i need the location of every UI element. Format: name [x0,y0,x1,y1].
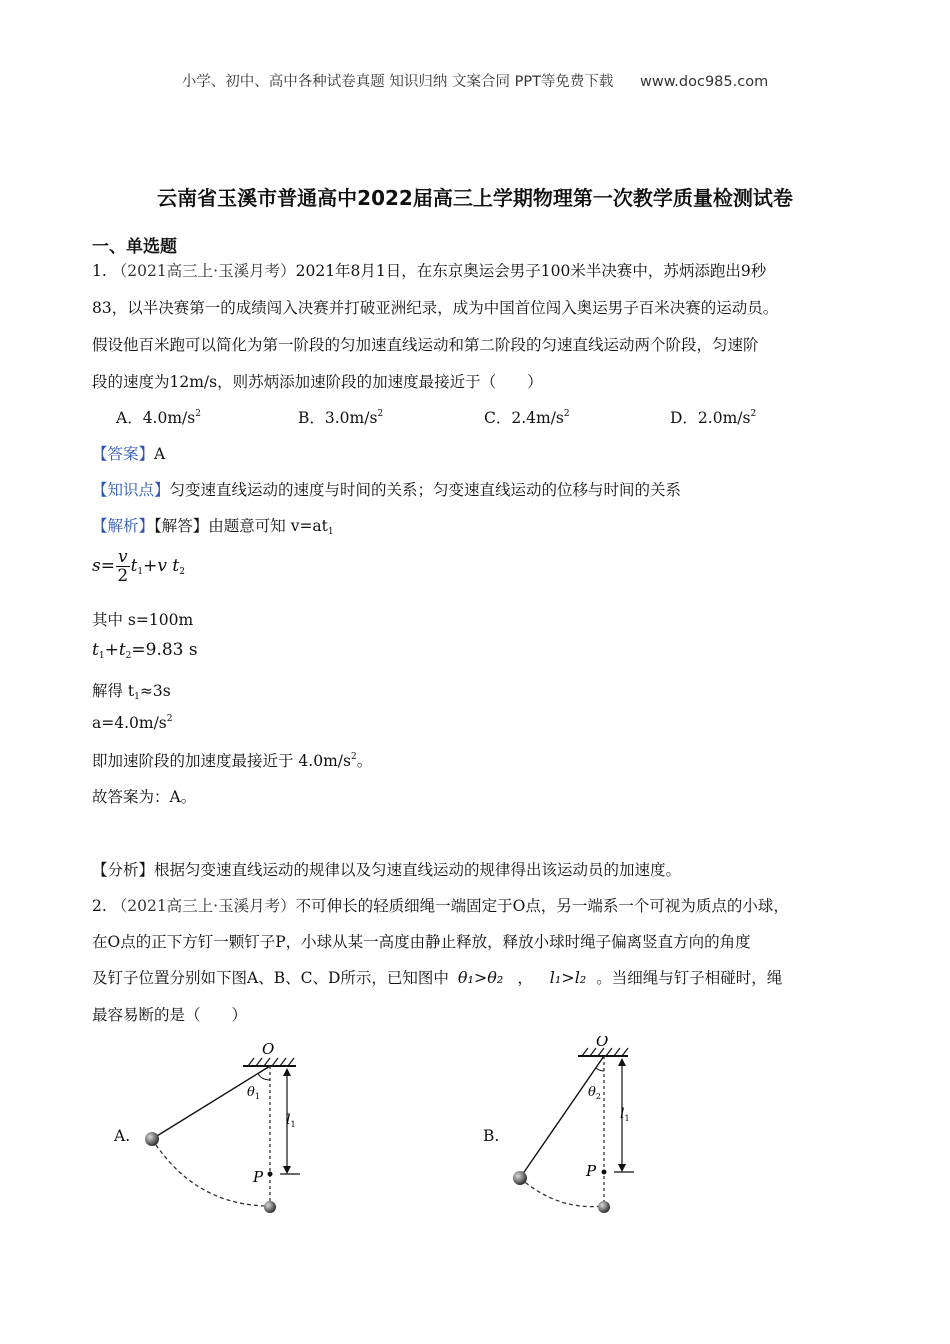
q1-option-c-text: C．2.4m/s [484,409,564,427]
q1-solve: 解得 $t_1\approx 3s$ [92,682,171,702]
q1-option-d[interactable]: D．$2.0m/s^2$ [670,409,757,427]
q1-accel: $a=4.0m/s^2$ [92,714,173,732]
q1-line2: 83，以半决赛第一的成绩闯入决赛并打破亚洲纪录，成为中国首位闯入奥运男子百米决赛的运动员。 [92,299,779,317]
fig-b-o-label: O [596,1036,609,1050]
concl-text: 即加速阶段的加速度最接近于 4.0m/s [92,752,351,770]
q1-option-a-text: A．4.0m/s [116,409,196,427]
pendulum-diagram-b [488,1036,648,1226]
q1-option-c[interactable]: C．$2.4m/s^2$ [484,409,570,427]
kp-text: 匀变速直线运动的速度与时间的关系；匀变速直线运动的位移与时间的关系 [169,481,682,499]
q1-line1 [92,259,766,281]
svg-text:θ1 [247,1085,260,1101]
svg-text:l1 [286,1112,296,1129]
figure-b-label: B. [483,1127,500,1145]
q1-answer [92,442,165,464]
q1-knowledge-point [92,478,681,500]
fx-text: 根据匀变速直线运动的规律以及匀速直线运动的规律得出该运动员的加速度。 [154,861,682,879]
q1-analysis-intro: 【解析】【解答】由题意可知 $v=at_1$ [92,517,334,537]
jx-intro: 【解答】由题意可知 v=at [154,517,328,535]
q1-option-d-text: D．2.0m/s [670,409,751,427]
kp-tag: 【知识点】 [92,481,170,499]
fig-b-theta: θ [588,1085,596,1100]
svg-text:l1 [620,1106,630,1123]
answer-tag: 【答案】 [92,445,155,463]
q2-text3a: 及钉子位置分别如下图A、B、C、D所示，已知图中 [92,969,449,987]
eq2-t2: +t [104,640,126,660]
q1-conclusion: 即加速阶段的加速度最接近于 $4.0m/s^2$。 [92,752,373,770]
jx-tag: 【解析】 [92,517,155,535]
q2-text1: 不可伸长的轻质细绳一端固定于O点，另一端系一个可视为质点的小球， [295,897,789,915]
equation-s: s= $\frac{v}{2}$ $t_1+v$ $t_2$ [92,547,185,586]
q1-number: 1. [92,262,107,280]
section-heading: 一、单选题 [92,237,177,257]
fx-tag: 【分析】 [92,861,155,879]
q2-line3: 及钉子位置分别如下图A、B、C、D所示，已知图中 θ₁>θ₂ ， l₁>l₂ 。当细绳与钉子相碰时，绳 [92,968,783,987]
page-title: 云南省玉溪市普通高中2022届高三上学期物理第一次教学质量检测试卷 [157,186,793,210]
ball-icon [264,1201,276,1213]
q1-option-b[interactable]: B．$3.0m/s^2$ [298,409,384,427]
figure-b[interactable] [488,1036,648,1226]
svg-text:θ2 [588,1085,601,1101]
q2-cond-l: l₁>l₂ [549,968,587,987]
fig-b-l: l [620,1106,625,1122]
q2-text3b: 。当细绳与钉子相碰时，绳 [596,969,783,987]
q1-option-b-text: B．3.0m/s [298,409,378,427]
concl-end: 。 [356,752,373,770]
solve-text: 解得 t [92,682,135,700]
q1-given: 其中 s=100m [92,611,194,629]
equation-t: $t_1+t_2=9.83$ s [92,640,198,661]
fig-a-theta-sub: 1 [254,1092,260,1101]
q1-line3: 假设他百米跑可以简化为第一阶段的匀加速直线运动和第二阶段的匀速直线运动两个阶段，匀速阶 [92,336,759,354]
q1-text1: 2021年8月1日，在东京奥运会男子100米半决赛中，苏炳添跑出9秒 [295,262,767,280]
q1-final: 故答案为：A。 [92,788,197,806]
q2-line1 [92,894,789,916]
fig-a-l: l [286,1112,291,1128]
accel-text: a=4.0m/s [92,714,167,732]
eq1-den: 2 [117,566,129,586]
eq1-fraction [116,548,130,585]
q1-source: （2021高三上·玉溪月考） [111,262,296,280]
pendulum-diagram-a [100,1036,320,1226]
figure-a-label: A. [114,1127,131,1145]
figure-a[interactable] [100,1036,320,1226]
fig-a-p-label: P [253,1168,264,1186]
q1-option-a[interactable]: A．$4.0m/s^2$ [116,409,201,427]
q1-fenxi [92,858,681,880]
q2-number: 2. [92,897,107,915]
eq2-value: =9.83 s [131,640,198,660]
eq1-s: s= [92,556,115,576]
header-url[interactable]: www.doc985.com [640,74,769,90]
eq1-num: v [117,547,128,567]
ball-icon [598,1201,610,1213]
fig-b-l-sub: 1 [624,1114,630,1123]
ball-icon [145,1132,159,1146]
fig-a-o-label: O [262,1040,275,1058]
q1-line4: 段的速度为12m/s，则苏炳添加速阶段的加速度最接近于（ ） [92,373,543,391]
q2-cond-theta: θ₁>θ₂ [457,968,504,987]
fig-a-l-sub: 1 [290,1120,296,1129]
eq2-t1: t [92,640,99,660]
solve-end: ≈3s [139,682,171,700]
eq1-t1: t [130,556,138,576]
fig-b-theta-sub: 2 [595,1092,601,1101]
header-text: 小学、初中、高中各种试卷真题 知识归纳 文案合同 PPT等免费下载 [181,74,614,90]
q2-line2: 在O点的正下方钉一颗钉子P，小球从某一高度由静止释放，释放小球时绳子偏离竖直方向的角度 [92,933,751,951]
fig-a-theta: θ [247,1085,255,1100]
ball-icon [513,1171,527,1185]
fig-b-p-label: P [586,1162,597,1180]
page-header [0,70,950,91]
ceiling-icon [243,1058,296,1066]
q2-source: （2021高三上·玉溪月考） [111,897,296,915]
eq1-vt2: +v t [143,556,180,576]
answer-value: A [154,445,166,463]
q2-line4: 最容易断的是（ ） [92,1006,248,1024]
